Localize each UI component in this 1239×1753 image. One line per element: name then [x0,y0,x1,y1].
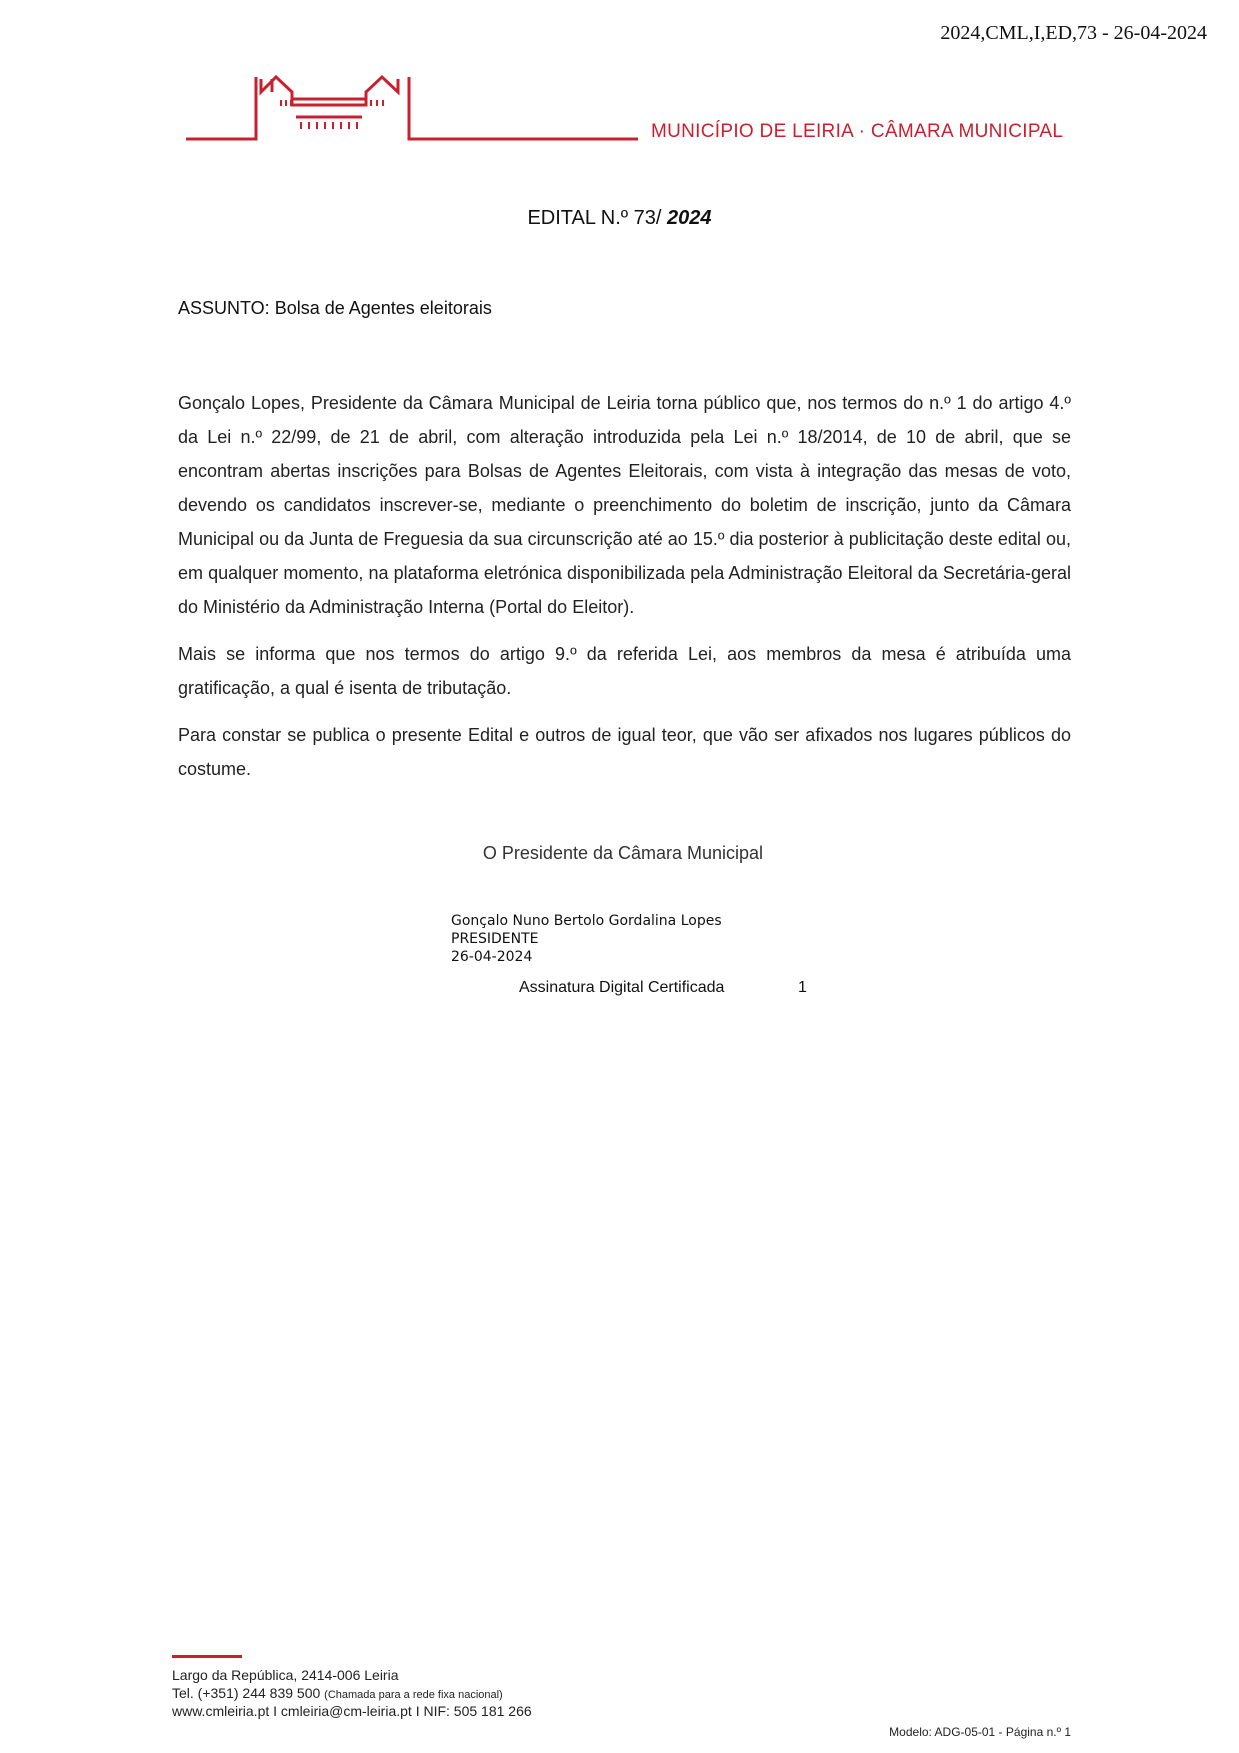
body-paragraph: Gonçalo Lopes, Presidente da Câmara Municipal de Leiria torna público que, nos termos do n.º 1 do artigo 4.º da Lei n.º 22/99, de 21 de abril, com alteração introduzida pela Lei n.º 18/2014, de 10 de abril, que se encontram abertas inscrições para Bolsas de Agentes Eleitorais, com vista à integração das mesas de voto, devendo os candidatos inscrever-se, mediante o preenchimento do boletim de inscrição, junto da Câmara Municipal ou da Junta de Freguesia da sua circunscrição até ao 15.º dia posterior à publicitação deste edital ou, em qualquer momento, na plataforma eletrónica disponibilizada pela Administração Eleitoral da Secretária-geral do Ministério da Administração Interna (Portal do Eleitor). [178,393,1071,617]
title-year: 2024 [667,207,712,229]
page-model-number: Modelo: ADG-05-01 - Página n.º 1 [889,1725,1071,1739]
body-paragraph: Para constar se publica o presente Edital e outros de igual teor, que vão ser afixados nos lugares públicos do costume. [178,725,1071,779]
body-paragraph: Mais se informa que nos termos do artigo 9.º da referida Lei, aos membros da mesa é atribuída uma gratificação, a qual é isenta de tributação. [178,644,1071,698]
digital-signature-number: 1 [798,979,807,996]
signature-date: 26-04-2024 [451,949,533,965]
phone-number: Tel. (+351) 244 839 500 [172,1685,325,1701]
document-title [0,207,1239,230]
footer-contacts: www.cmleiria.pt I cmleiria@cm-leiria.pt I NIF: 505 181 266 [172,1703,532,1719]
municipality-logo [180,70,650,142]
footer-address: Largo da República, 2414-006 Leiria [172,1667,399,1683]
phone-note: (Chamada para a rede fixa nacional) [324,1689,503,1701]
footer-phone [172,1685,503,1701]
signature-heading: O Presidente da Câmara Municipal [482,843,764,863]
footer-divider [172,1655,242,1658]
document-reference: 2024,CML,I,ED,73 - 26-04-2024 [940,22,1207,44]
subject: ASSUNTO: Bolsa de Agentes eleitorais [178,298,492,318]
signer-position: PRESIDENTE [451,931,539,947]
organization-name: MUNICÍPIO DE LEIRIA · CÂMARA MUNICIPAL [651,121,1064,142]
title-prefix: EDITAL N.º 73/ [527,207,668,229]
digital-signature-label: Assinatura Digital Certificada [519,979,725,996]
signer-name: Gonçalo Nuno Bertolo Gordalina Lopes [451,913,722,929]
